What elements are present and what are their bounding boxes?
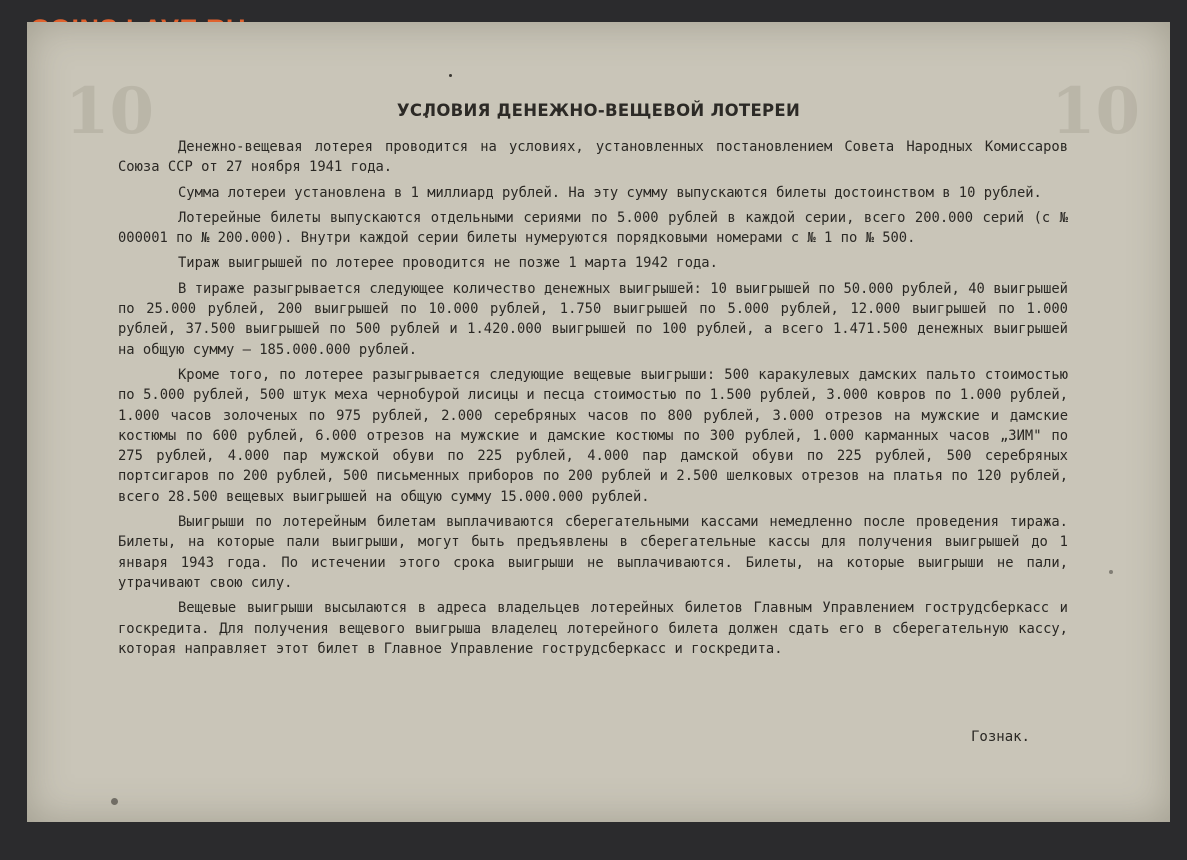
paragraph-amount: Сумма лотереи установлена в 1 миллиард рублей. На эту сумму выпускаются билеты достоинством в 10 рублей. (178, 184, 1042, 201)
ghost-denomination-left: 10 (65, 74, 155, 149)
speck (111, 798, 118, 805)
conditions-text (118, 137, 1068, 664)
speck (449, 74, 452, 77)
speck (1109, 570, 1113, 574)
paragraph-cash-prizes: В тираже разыгрывается следующее количество денежных выигрышей: 10 выигрышей по 50.000 рублей, 40 выигрышей по 25.000 рублей, 200 выигрышей по 10.000 рублей, 1.750 выигрышей по 5.000 рублей, 12.000 выигрышей по 1.000 рублей, 37.500 выигрышей по 500 рублей и 1.420.000 выигрышей по 100 рублей, а всего 1.471.500 денежных выигрышей на общую сумму — 185.000.000 рублей. (118, 280, 1068, 358)
paragraph-payout: Выигрыши по лотерейным билетам выплачиваются сберегательными кассами немедленно после проведения тиража. Билеты, на которые пали выигрыши, могут быть предъявлены в сберегательные кассы для получения выигрышей до 1 января 1943 года. По истечении этого срока выигрыши не выплачиваются. Билеты, на которые выигрыши не пали, утрачивают свою силу. (118, 514, 1068, 591)
paragraph-series: Лотерейные билеты выпускаются отдельными сериями по 5.000 рублей в каждой серии, всего 200.000 серий (с № 000001 по № 200.000). Внутри каждой серии билеты нумеруются порядковыми номерами с № 1 по № 500. (118, 209, 1068, 247)
document-title: УСЛОВИЯ ДЕНЕЖНО-ВЕЩЕВОЙ ЛОТЕРЕИ (396, 101, 801, 120)
paragraph-goods-prizes: Кроме того, по лотерее разыгрывается следующие вещевые выигрыши: 500 каракулевых дамских пальто стоимостью по 5.000 рублей, 500 штук меха чернобурой лисицы и песца стоимостью по 1.500 рублей, 3.000 ковров по 1.000 рублей, 1.000 часов золоченых по 975 рублей, 2.000 серебряных часов по 800 рублей, 3.000 отрезов на мужские и дамские костюмы по 600 рублей, 6.000 отрезов на мужские и дамские костюмы по 300 рублей, 1.000 карманных часов „ЗИМ" по 275 рублей, 4.000 пар мужской обуви по 225 рублей, 4.000 пар дамской обуви по 225 рублей, 500 серебряных портсигаров по 200 рублей, 500 письменных приборов по 200 рублей и 2.500 шелковых отрезов на платья по 120 рублей, всего 28.500 вещевых выигрышей на общую сумму 15.000.000 рублей. (118, 366, 1068, 505)
paragraph-delivery: Вещевые выигрыши высылаются в адреса владельцев лотерейных билетов Главным Управлением гострудсберкасс и госкредита. Для получения вещевого выигрыша владелец лотерейного билета должен сдать его в сберегательную кассу, которая направляет этот билет в Главное Управление гострудсберкасс и госкредита. (118, 600, 1068, 657)
paragraph-draw-date: Тираж выигрышей по лотерее проводится не позже 1 марта 1942 года. (178, 255, 718, 272)
signature-goznak: Гознак. (970, 729, 1030, 745)
lottery-ticket-back (27, 22, 1170, 822)
paragraph-decree: Денежно-вещевая лотерея проводится на условиях, установленных постановлением Совета Народных Комиссаров Союза ССР от 27 ноября 1941 года. (118, 139, 1068, 176)
ghost-denomination-right: 10 (1050, 74, 1140, 149)
